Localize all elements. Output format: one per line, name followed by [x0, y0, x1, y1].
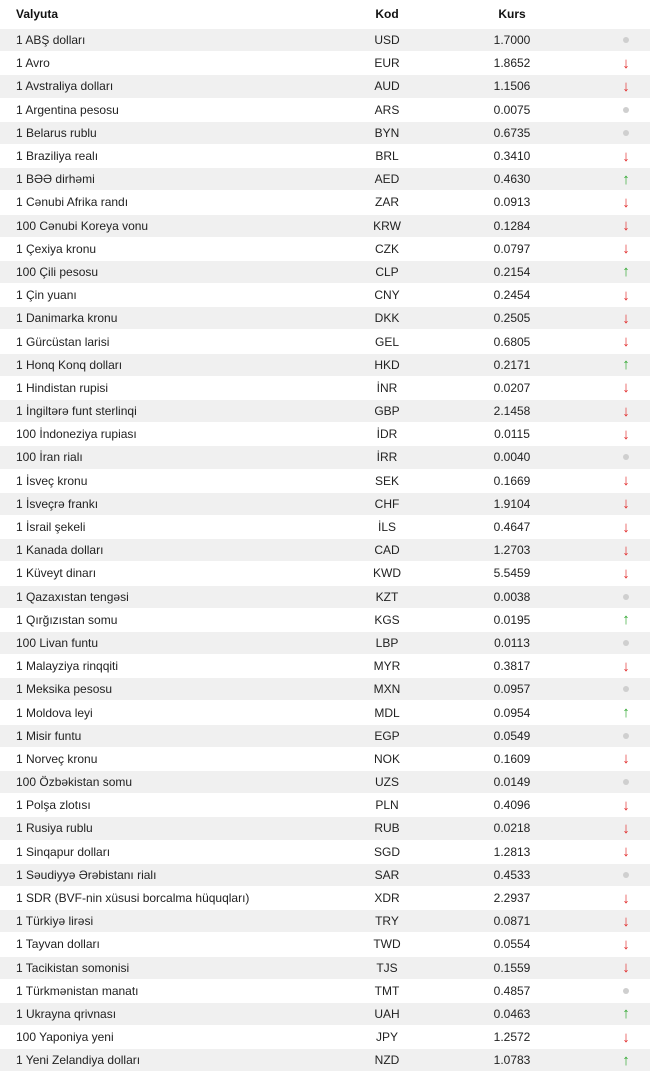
currency-rate: 0.0913	[493, 195, 531, 210]
currency-code: GEL	[374, 334, 399, 349]
trend-cell	[602, 241, 650, 256]
trend-cell	[602, 844, 650, 859]
currency-name: 1 İsrail şekeli	[16, 520, 86, 535]
currency-code: MYR	[373, 659, 401, 674]
trend-cell	[602, 130, 650, 136]
currency-name: 1 Yeni Zelandiya dolları	[16, 1053, 141, 1068]
currency-rate: 1.2703	[493, 543, 531, 558]
arrow-down-icon: ↓	[622, 425, 630, 443]
trend-cell	[602, 311, 650, 326]
table-row	[0, 353, 650, 376]
arrow-down-icon: ↓	[622, 819, 630, 837]
currency-name: 1 SDR (BVF-nin xüsusi borcalma hüquqları)	[16, 891, 250, 906]
dot-icon	[623, 454, 629, 460]
currency-name: 1 Hindistan rupisi	[16, 380, 109, 395]
currency-rate: 0.0195	[493, 612, 531, 627]
currency-code: KZT	[375, 589, 399, 604]
trend-cell	[602, 218, 650, 233]
currency-name: 1 Avstraliya dolları	[16, 79, 114, 94]
currency-name: 100 Cənubi Koreya vonu	[16, 218, 149, 233]
currency-code: MXN	[373, 682, 401, 697]
table-row	[0, 167, 650, 190]
currency-code: AED	[374, 172, 400, 187]
table-row	[0, 283, 650, 306]
currency-code: XDR	[374, 891, 400, 906]
currency-rate: 0.0218	[493, 821, 531, 836]
table-row	[0, 538, 650, 561]
currency-code: PLN	[375, 798, 399, 813]
currency-name: 1 Cənubi Afrika randı	[16, 195, 129, 210]
trend-cell	[602, 1006, 650, 1021]
table-row	[0, 793, 650, 816]
table-row	[0, 909, 650, 932]
currency-name: 1 Qazaxıstan tengəsi	[16, 589, 129, 604]
currency-rate: 0.4630	[493, 172, 531, 187]
arrow-down-icon: ↓	[622, 309, 630, 327]
arrow-down-icon: ↓	[622, 843, 630, 861]
table-row	[0, 492, 650, 515]
currency-name: 1 Küveyt dinarı	[16, 566, 97, 581]
dot-icon	[623, 107, 629, 113]
currency-code: ZAR	[375, 195, 399, 210]
trend-cell	[602, 37, 650, 43]
trend-cell	[602, 988, 650, 994]
currency-code: NOK	[373, 751, 400, 766]
arrow-down-icon: ↓	[622, 889, 630, 907]
table-row	[0, 51, 650, 74]
arrow-up-icon: ↑	[622, 263, 630, 281]
trend-cell	[602, 264, 650, 279]
trend-cell	[602, 195, 650, 210]
currency-rate: 1.7000	[493, 33, 531, 48]
currency-rate: 0.6805	[493, 334, 531, 349]
currency-code: GBP	[374, 404, 400, 419]
currency-code: EUR	[374, 56, 400, 71]
arrow-down-icon: ↓	[622, 796, 630, 814]
trend-cell	[602, 380, 650, 395]
arrow-down-icon: ↓	[622, 240, 630, 258]
currency-code: TWD	[373, 937, 401, 952]
currency-name: 1 İngiltərə funt sterlinqi	[16, 404, 137, 419]
currency-name: 1 İsveç kronu	[16, 473, 88, 488]
currency-code: JPY	[375, 1030, 398, 1045]
trend-cell	[602, 640, 650, 646]
currency-name: 1 Türkiyə lirəsi	[16, 914, 94, 929]
currency-code: UZS	[375, 775, 399, 790]
currency-name: 1 Gürcüstan larisi	[16, 334, 110, 349]
currency-rate: 0.0463	[493, 1006, 531, 1021]
currency-rate: 0.3817	[493, 659, 531, 674]
table-row	[0, 121, 650, 144]
arrow-down-icon: ↓	[622, 750, 630, 768]
trend-cell	[602, 1030, 650, 1045]
currency-name: 100 Özbəkistan somu	[16, 775, 133, 790]
table-row	[0, 237, 650, 260]
currency-rate: 0.4533	[493, 867, 531, 882]
arrow-down-icon: ↓	[622, 959, 630, 977]
table-row	[0, 956, 650, 979]
currency-code: AUD	[374, 79, 400, 94]
currency-name: 1 Ukrayna qrivnası	[16, 1006, 117, 1021]
currency-code: CLP	[375, 264, 399, 279]
dot-icon	[623, 872, 629, 878]
currency-rate: 0.0957	[493, 682, 531, 697]
currency-code: LBP	[375, 635, 399, 650]
header-currency: Valyuta	[16, 7, 59, 21]
currency-rate: 0.0040	[493, 450, 531, 465]
arrow-down-icon: ↓	[622, 147, 630, 165]
dot-icon	[623, 594, 629, 600]
arrow-down-icon: ↓	[622, 333, 630, 351]
currency-rate: 5.5459	[493, 566, 531, 581]
currency-rate: 0.0075	[493, 102, 531, 117]
trend-cell	[602, 937, 650, 952]
arrow-up-icon: ↑	[622, 170, 630, 188]
dot-icon	[623, 640, 629, 646]
trend-cell	[602, 454, 650, 460]
table-row	[0, 445, 650, 468]
trend-cell	[602, 751, 650, 766]
currency-name: 1 Meksika pesosu	[16, 682, 113, 697]
currency-code: DKK	[374, 311, 400, 326]
currency-rate: 0.1559	[493, 960, 531, 975]
trend-cell	[602, 960, 650, 975]
currency-code: UAH	[374, 1006, 400, 1021]
table-row	[0, 98, 650, 121]
trend-cell	[602, 79, 650, 94]
arrow-down-icon: ↓	[622, 472, 630, 490]
currency-rate: 0.2154	[493, 264, 531, 279]
arrow-down-icon: ↓	[622, 518, 630, 536]
trend-cell	[602, 914, 650, 929]
currency-code: EGP	[374, 728, 400, 743]
table-row	[0, 469, 650, 492]
currency-rate: 1.8652	[493, 56, 531, 71]
table-row	[0, 770, 650, 793]
currency-rate: 0.0871	[493, 914, 531, 929]
table-row	[0, 515, 650, 538]
table-row	[0, 74, 650, 97]
table-row	[0, 1002, 650, 1025]
currency-name: 1 Honq Konq dolları	[16, 357, 123, 372]
arrow-down-icon: ↓	[622, 379, 630, 397]
arrow-down-icon: ↓	[622, 77, 630, 95]
currency-rate: 2.2937	[493, 891, 531, 906]
table-row	[0, 863, 650, 886]
arrow-up-icon: ↑	[622, 611, 630, 629]
table-body	[0, 28, 650, 1071]
currency-rate: 0.1284	[493, 218, 531, 233]
currency-name: 1 Malayziya rinqqiti	[16, 659, 119, 674]
currency-code: KWD	[373, 566, 401, 581]
table-row	[0, 724, 650, 747]
currency-name: 1 Sinqapur dolları	[16, 844, 111, 859]
currency-name: 1 Braziliya realı	[16, 149, 99, 164]
table-header	[0, 0, 650, 28]
arrow-down-icon: ↓	[622, 935, 630, 953]
currency-code: NZD	[374, 1053, 400, 1068]
currency-code: ARS	[374, 102, 400, 117]
trend-cell	[602, 798, 650, 813]
arrow-down-icon: ↓	[622, 54, 630, 72]
trend-cell	[602, 404, 650, 419]
table-row	[0, 260, 650, 283]
trend-cell	[602, 496, 650, 511]
currency-code: KRW	[373, 218, 401, 233]
currency-code: CAD	[374, 543, 400, 558]
currency-rate: 0.0797	[493, 241, 531, 256]
trend-cell	[602, 566, 650, 581]
dot-icon	[623, 988, 629, 994]
trend-cell	[602, 659, 650, 674]
arrow-down-icon: ↓	[622, 495, 630, 513]
table-row	[0, 747, 650, 770]
currency-rate: 0.0149	[493, 775, 531, 790]
trend-cell	[602, 149, 650, 164]
header-rate: Kurs	[498, 7, 526, 21]
dot-icon	[623, 733, 629, 739]
trend-cell	[602, 686, 650, 692]
table-row	[0, 399, 650, 422]
currency-code: İNR	[376, 380, 398, 395]
currency-code: RUB	[374, 821, 400, 836]
trend-cell	[602, 334, 650, 349]
trend-cell	[602, 427, 650, 442]
currency-name: 100 Çili pesosu	[16, 264, 99, 279]
trend-cell	[602, 594, 650, 600]
currency-name: 1 BƏƏ dirhəmi	[16, 172, 95, 187]
currency-name: 1 Tayvan dolları	[16, 937, 100, 952]
dot-icon	[623, 779, 629, 785]
currency-name: 1 Misir funtu	[16, 728, 82, 743]
trend-cell	[602, 288, 650, 303]
arrow-down-icon: ↓	[622, 564, 630, 582]
table-row	[0, 608, 650, 631]
currency-code: CZK	[375, 241, 399, 256]
currency-name: 1 ABŞ dolları	[16, 33, 86, 48]
table-row	[0, 585, 650, 608]
currency-name: 1 Moldova leyi	[16, 705, 93, 720]
currency-name: 1 Çexiya kronu	[16, 241, 97, 256]
currency-rate: 1.2813	[493, 844, 531, 859]
table-row	[0, 1048, 650, 1071]
currency-rate: 0.0113	[494, 635, 530, 650]
table-row	[0, 376, 650, 399]
currency-name: 1 Tacikistan somonisi	[16, 960, 130, 975]
table-row	[0, 190, 650, 213]
table-row	[0, 214, 650, 237]
currency-code: BYN	[374, 125, 400, 140]
currency-rate: 2.1458	[493, 404, 531, 419]
trend-cell	[602, 779, 650, 785]
currency-code: İLS	[377, 520, 396, 535]
currency-name: 1 Argentina pesosu	[16, 102, 119, 117]
arrow-down-icon: ↓	[622, 217, 630, 235]
currency-code: MDL	[374, 705, 400, 720]
currency-rate: 0.2454	[493, 288, 531, 303]
dot-icon	[623, 37, 629, 43]
arrow-down-icon: ↓	[622, 193, 630, 211]
currency-code: HKD	[374, 357, 400, 372]
dot-icon	[623, 686, 629, 692]
currency-code: SAR	[374, 867, 400, 882]
currency-rate: 0.6735	[493, 125, 531, 140]
table-row	[0, 422, 650, 445]
trend-cell	[602, 357, 650, 372]
currency-name: 100 Livan funtu	[16, 635, 99, 650]
currency-rate: 0.0207	[493, 380, 531, 395]
trend-cell	[602, 520, 650, 535]
table-row	[0, 816, 650, 839]
currency-name: 100 İndoneziya rupiası	[16, 427, 137, 442]
table-row	[0, 979, 650, 1002]
currency-code: CHF	[374, 496, 400, 511]
table-row	[0, 1025, 650, 1048]
currency-rate: 0.0038	[493, 589, 531, 604]
currency-code: İRR	[376, 450, 398, 465]
trend-cell	[602, 473, 650, 488]
trend-cell	[602, 821, 650, 836]
currency-name: 1 Kanada dolları	[16, 543, 104, 558]
table-row	[0, 932, 650, 955]
currency-code: İDR	[376, 427, 398, 442]
arrow-up-icon: ↑	[622, 704, 630, 722]
table-row	[0, 329, 650, 352]
table-row	[0, 631, 650, 654]
dot-icon	[623, 130, 629, 136]
table-row	[0, 886, 650, 909]
currency-name: 1 Danimarka kronu	[16, 311, 118, 326]
arrow-down-icon: ↓	[622, 402, 630, 420]
table-row	[0, 561, 650, 584]
currency-name: 1 Avro	[16, 56, 50, 71]
currency-rate: 0.2171	[493, 357, 531, 372]
trend-cell	[602, 1053, 650, 1068]
arrow-down-icon: ↓	[622, 286, 630, 304]
arrow-up-icon: ↑	[622, 1051, 630, 1069]
arrow-down-icon: ↓	[622, 541, 630, 559]
currency-rate: 0.4857	[493, 983, 531, 998]
currency-rate: 1.2572	[493, 1030, 531, 1045]
currency-code: CNY	[374, 288, 400, 303]
currency-rate: 0.2505	[493, 311, 531, 326]
trend-cell	[602, 107, 650, 113]
trend-cell	[602, 172, 650, 187]
currency-rate: 0.0549	[493, 728, 531, 743]
table-row	[0, 306, 650, 329]
currency-code: KGS	[374, 612, 400, 627]
trend-cell	[602, 705, 650, 720]
currency-rate: 0.1609	[493, 751, 531, 766]
table-row	[0, 654, 650, 677]
currency-code: TJS	[376, 960, 398, 975]
currency-rate: 1.1506	[493, 79, 531, 94]
currency-rate: 0.4647	[493, 520, 531, 535]
table-row	[0, 28, 650, 51]
trend-cell	[602, 56, 650, 71]
currency-name: 1 Qırğızıstan somu	[16, 612, 118, 627]
currency-code: TMT	[374, 983, 400, 998]
currency-rate: 0.0954	[493, 705, 531, 720]
currency-rate: 1.9104	[493, 496, 531, 511]
currency-name: 1 Polşa zlotısı	[16, 798, 91, 813]
trend-cell	[602, 891, 650, 906]
table-row	[0, 677, 650, 700]
arrow-up-icon: ↑	[622, 356, 630, 374]
arrow-down-icon: ↓	[622, 1028, 630, 1046]
trend-cell	[602, 543, 650, 558]
currency-name: 1 Rusiya rublu	[16, 821, 93, 836]
currency-rate: 0.3410	[493, 149, 531, 164]
currency-name: 1 İsveçrə frankı	[16, 496, 99, 511]
table-row	[0, 840, 650, 863]
currency-rate: 0.0115	[494, 427, 530, 442]
trend-cell	[602, 733, 650, 739]
trend-cell	[602, 872, 650, 878]
currency-name: 1 Belarus rublu	[16, 125, 97, 140]
arrow-down-icon: ↓	[622, 912, 630, 930]
currency-code: USD	[374, 33, 400, 48]
currency-code: BRL	[375, 149, 399, 164]
currency-name: 1 Türkmənistan manatı	[16, 983, 139, 998]
trend-cell	[602, 612, 650, 627]
header-code: Kod	[375, 7, 399, 21]
currency-code: SEK	[374, 473, 399, 488]
currency-rate: 1.0783	[493, 1053, 531, 1068]
currency-rate: 0.4096	[493, 798, 531, 813]
currency-rate: 0.0554	[493, 937, 531, 952]
arrow-down-icon: ↓	[622, 657, 630, 675]
table-row	[0, 700, 650, 723]
currency-name: 1 Səudiyyə Ərəbistanı rialı	[16, 867, 157, 882]
arrow-up-icon: ↑	[622, 1005, 630, 1023]
currency-code: SGD	[373, 844, 400, 859]
currency-name: 1 Norveç kronu	[16, 751, 98, 766]
currency-rate: 0.1669	[493, 473, 531, 488]
currency-name: 100 Yaponiya yeni	[16, 1030, 114, 1045]
currency-name: 1 Çin yuanı	[16, 288, 77, 303]
table-row	[0, 144, 650, 167]
currency-name: 100 İran rialı	[16, 450, 83, 465]
currency-code: TRY	[375, 914, 399, 929]
